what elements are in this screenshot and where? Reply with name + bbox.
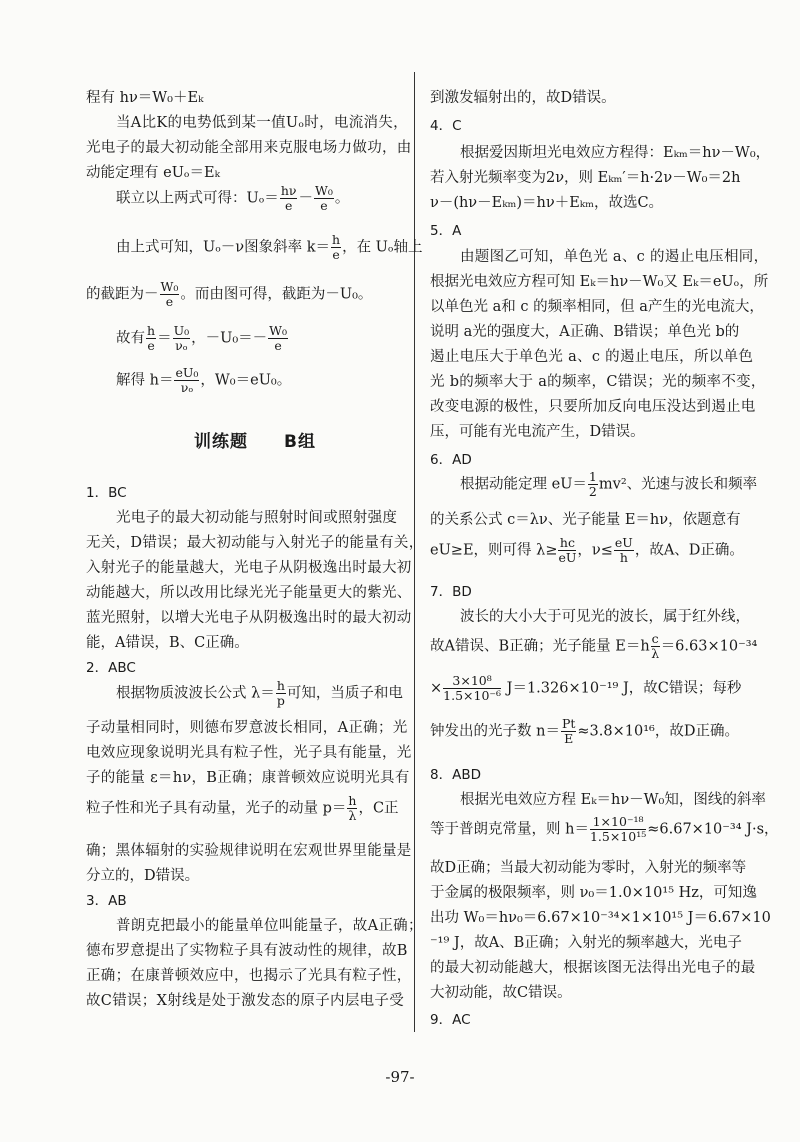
text-line: 光电子的最大初动能全部用来克服电场力做功，由 (86, 140, 412, 156)
text-line: 普朗克把最小的能量单位叫能量子，故A正确； (116, 918, 423, 934)
text-line: 能，A错误，B、C正确。 (86, 635, 249, 651)
formula-line: 粒子性和光子具有动量，光子的动量 p＝ $\frac{h}{\lambda}$ ，C正 (86, 793, 399, 823)
formula-line: 根据动能定理 eU＝ $\frac{1}{2}$ mv²、光速与波长和频率 (460, 469, 758, 499)
text-line: 光电子的最大初动能与照射时间或照射强度 (116, 510, 398, 526)
formula-line: 钟发出的光子数 n＝ $\frac{Pt}{E}$ ≈3.8×10¹⁶，故D正确。 (430, 716, 739, 746)
fraction: $\frac{hc}{eU}$ (558, 535, 577, 565)
formula-line: 解得 h＝ $\frac{\text{eU₀}}{\text{νₒ}}$ ，W₀＝eU₀。 (116, 365, 292, 395)
text-line: 分立的，D错误。 (86, 868, 200, 884)
text-line: 子动量相同时，则德布罗意波长相同，A正确；光 (86, 720, 408, 736)
fraction: $\frac{Pt}{E}$ (561, 716, 576, 746)
formula-line: 由上式可知，Uₒ－ν图象斜率 k＝ $\frac{h}{e}$ ，在 Uₒ轴上 (116, 232, 423, 262)
fraction: $\frac{\text{eU₀}}{\text{νₒ}}$ (175, 365, 199, 395)
text-line: 入射光子的能量越大，光电子从阴极逸出时最大初 (86, 560, 412, 576)
text-line: 以单色光 a和 c 的频率相同，但 a产生的光电流大， (430, 299, 764, 315)
text-line: 根据爱因斯坦光电效应方程得：Eₖₘ＝hν－W₀， (460, 145, 771, 161)
fraction: $\frac{h}{p}$ (276, 678, 285, 708)
answer-label: 1．BC (86, 485, 127, 501)
text-line: 程有 hν＝W₀＋Eₖ (86, 90, 204, 106)
text-line: 遏止电压大于单色光 a、c 的遏止电压，所以单色 (430, 349, 754, 365)
text-line: 故C错误；X射线是处于激发态的原子内层电子受 (86, 993, 405, 1009)
answer-label: 6．AD (430, 452, 472, 468)
text-line: 确；黑体辐射的实验规律说明在宏观世界里能量是 (86, 843, 412, 859)
text-line: 根据光电效应方程可知 Eₖ＝hν－W₀又 Eₖ＝eUₒ，所 (430, 274, 769, 290)
text-line: 压，可能有光电流产生，D错误。 (430, 424, 645, 440)
text-line: 故D正确；当最大初动能为零时，入射光的频率等 (430, 860, 747, 876)
page-number: -97- (385, 1068, 415, 1086)
text-line: 到激发辐射出的，故D错误。 (430, 90, 616, 106)
formula-line: eU≥E，则可得 λ≥ $\frac{hc}{eU}$ ，ν≤ $\frac{eU}{h}$ ，故A、D正确。 (430, 535, 744, 565)
answer-label: 2．ABC (86, 660, 136, 676)
answer-label: 9．AC (430, 1012, 471, 1028)
text-line: 蓝光照射，以增大光电子从阴极逸出时的最大初动 (86, 610, 412, 626)
text-line: 出功 W₀＝hν₀＝6.67×10⁻³⁴×1×10¹⁵ J＝6.67×10 (430, 910, 771, 926)
text-line: ⁻¹⁹ J，故A、B正确；入射光的频率越大，光电子 (430, 935, 742, 951)
formula-line: 根据物质波波长公式 λ＝ $\frac{h}{p}$ 可知，当质子和电 (116, 678, 403, 708)
fraction: $\frac{h}{e}$ (147, 323, 156, 353)
text-line: 动能定理有 eUₒ＝Eₖ (86, 165, 220, 181)
answer-label: 3．AB (86, 893, 127, 909)
fraction: $\frac{\text{U₀}}{\text{νₒ}}$ (173, 323, 190, 353)
answer-label: 7．BD (430, 584, 472, 600)
fraction: $\frac{h}{e}$ (332, 232, 341, 262)
text-line: 说明 a光的强度大，A正确、B错误；单色光 b的 (430, 324, 740, 340)
formula-line: × $\frac{\text{3×10⁸}}{\text{1.5×10⁻⁶}}$ J＝1.326×10⁻¹⁹ J，故C错误；每秒 (430, 673, 742, 703)
text-line: 光 b的频率大于 a的频率，C错误；光的频率不变， (430, 374, 766, 390)
fraction: $\frac{eU}{h}$ (614, 535, 633, 565)
text-line: 电效应现象说明光具有粒子性，光子具有能量，光 (86, 745, 412, 761)
fraction: $\frac{\text{1×10⁻¹⁸}}{\text{1.5×10¹⁵}}$ (589, 814, 647, 844)
text-line: 动能越大，所以改用比绿光光子能量更大的紫光、 (86, 585, 412, 601)
fraction: $\frac{h}{\lambda}$ (348, 793, 357, 823)
text-line: 子的能量 ε＝hν，B正确；康普顿效应说明光具有 (86, 770, 410, 786)
fraction: $\frac{h\nu}{e}$ (280, 183, 297, 213)
text-line: 若入射光频率变为2ν，则 Eₖₘ′＝h·2ν－W₀＝2h (430, 170, 741, 186)
text-line: 当A比K的电势低到某一值Uₒ时，电流消失， (116, 115, 408, 131)
text-line: ν－(hν－Eₖₘ)＝hν＋Eₖₘ，故选C。 (430, 195, 664, 211)
fraction: $\frac{\text{W₀}}{e}$ (269, 323, 288, 353)
answer-label: 5．A (430, 223, 462, 239)
formula-line: 等于普朗克常量，则 h＝ $\frac{\text{1×10⁻¹⁸}}{\text{1.5×10¹⁵}}$ ≈6.67×10⁻³⁴ J·s， (430, 814, 779, 844)
answer-label: 4．C (430, 118, 462, 134)
section-heading: 训练题 B组 (194, 432, 316, 452)
text-line: 波长的大小大于可见光的波长，属于红外线， (460, 609, 750, 625)
text-line: 改变电源的极性，只要所加反向电压没达到遏止电 (430, 399, 756, 415)
text-line: 根据光电效应方程 Eₖ＝hν－W₀知，图线的斜率 (460, 792, 766, 808)
text-line: 的关系公式 c＝λν、光子能量 E＝hν，依题意有 (430, 512, 741, 528)
fraction: $\frac{\text{W₀}}{e}$ (314, 183, 333, 213)
text-line: 于金属的极限频率，则 ν₀＝1.0×10¹⁵ Hz，可知逸 (430, 885, 757, 901)
answer-label: 8．ABD (430, 767, 481, 783)
fraction: $\frac{\text{W₀}}{e}$ (160, 279, 179, 309)
fraction: $\frac{c}{\lambda}$ (651, 631, 660, 661)
formula-line: 故A错误、B正确；光子能量 E＝h $\frac{c}{\lambda}$ ＝6.63×10⁻³⁴ (430, 631, 758, 661)
text-line: 的最大初动能越大，根据该图无法得出光电子的最 (430, 960, 756, 976)
text-line: 正确；在康普顿效应中，也揭示了光具有粒子性， (86, 968, 412, 984)
fraction: $\frac{\text{3×10⁸}}{\text{1.5×10⁻⁶}}$ (443, 673, 502, 703)
formula-line: 的截距为－ $\frac{\text{W₀}}{e}$ 。而由图可得，截距为－U₀。 (86, 279, 373, 309)
text-line: 大初动能，故C错误。 (430, 985, 572, 1001)
fraction: $\frac{1}{2}$ (588, 469, 597, 499)
text-line: 无关，D错误；最大初动能与入射光子的能量有关， (86, 535, 424, 551)
text-line: 由题图乙可知，单色光 a、c 的遏止电压相同， (460, 249, 769, 265)
text-line: 德布罗意提出了实物粒子具有波动性的规律，故B (86, 943, 408, 959)
formula-line: 故有 $\frac{h}{e}$ ＝ $\frac{\text{U₀}}{\text{νₒ}}$ ，－U₀＝－ $\frac{\text{W₀}}{e}$ (116, 323, 288, 353)
formula-line: 联立以上两式可得：Uₒ＝ $\frac{h\nu}{e}$ － $\frac{\text{W₀}}{e}$ 。 (116, 183, 350, 213)
